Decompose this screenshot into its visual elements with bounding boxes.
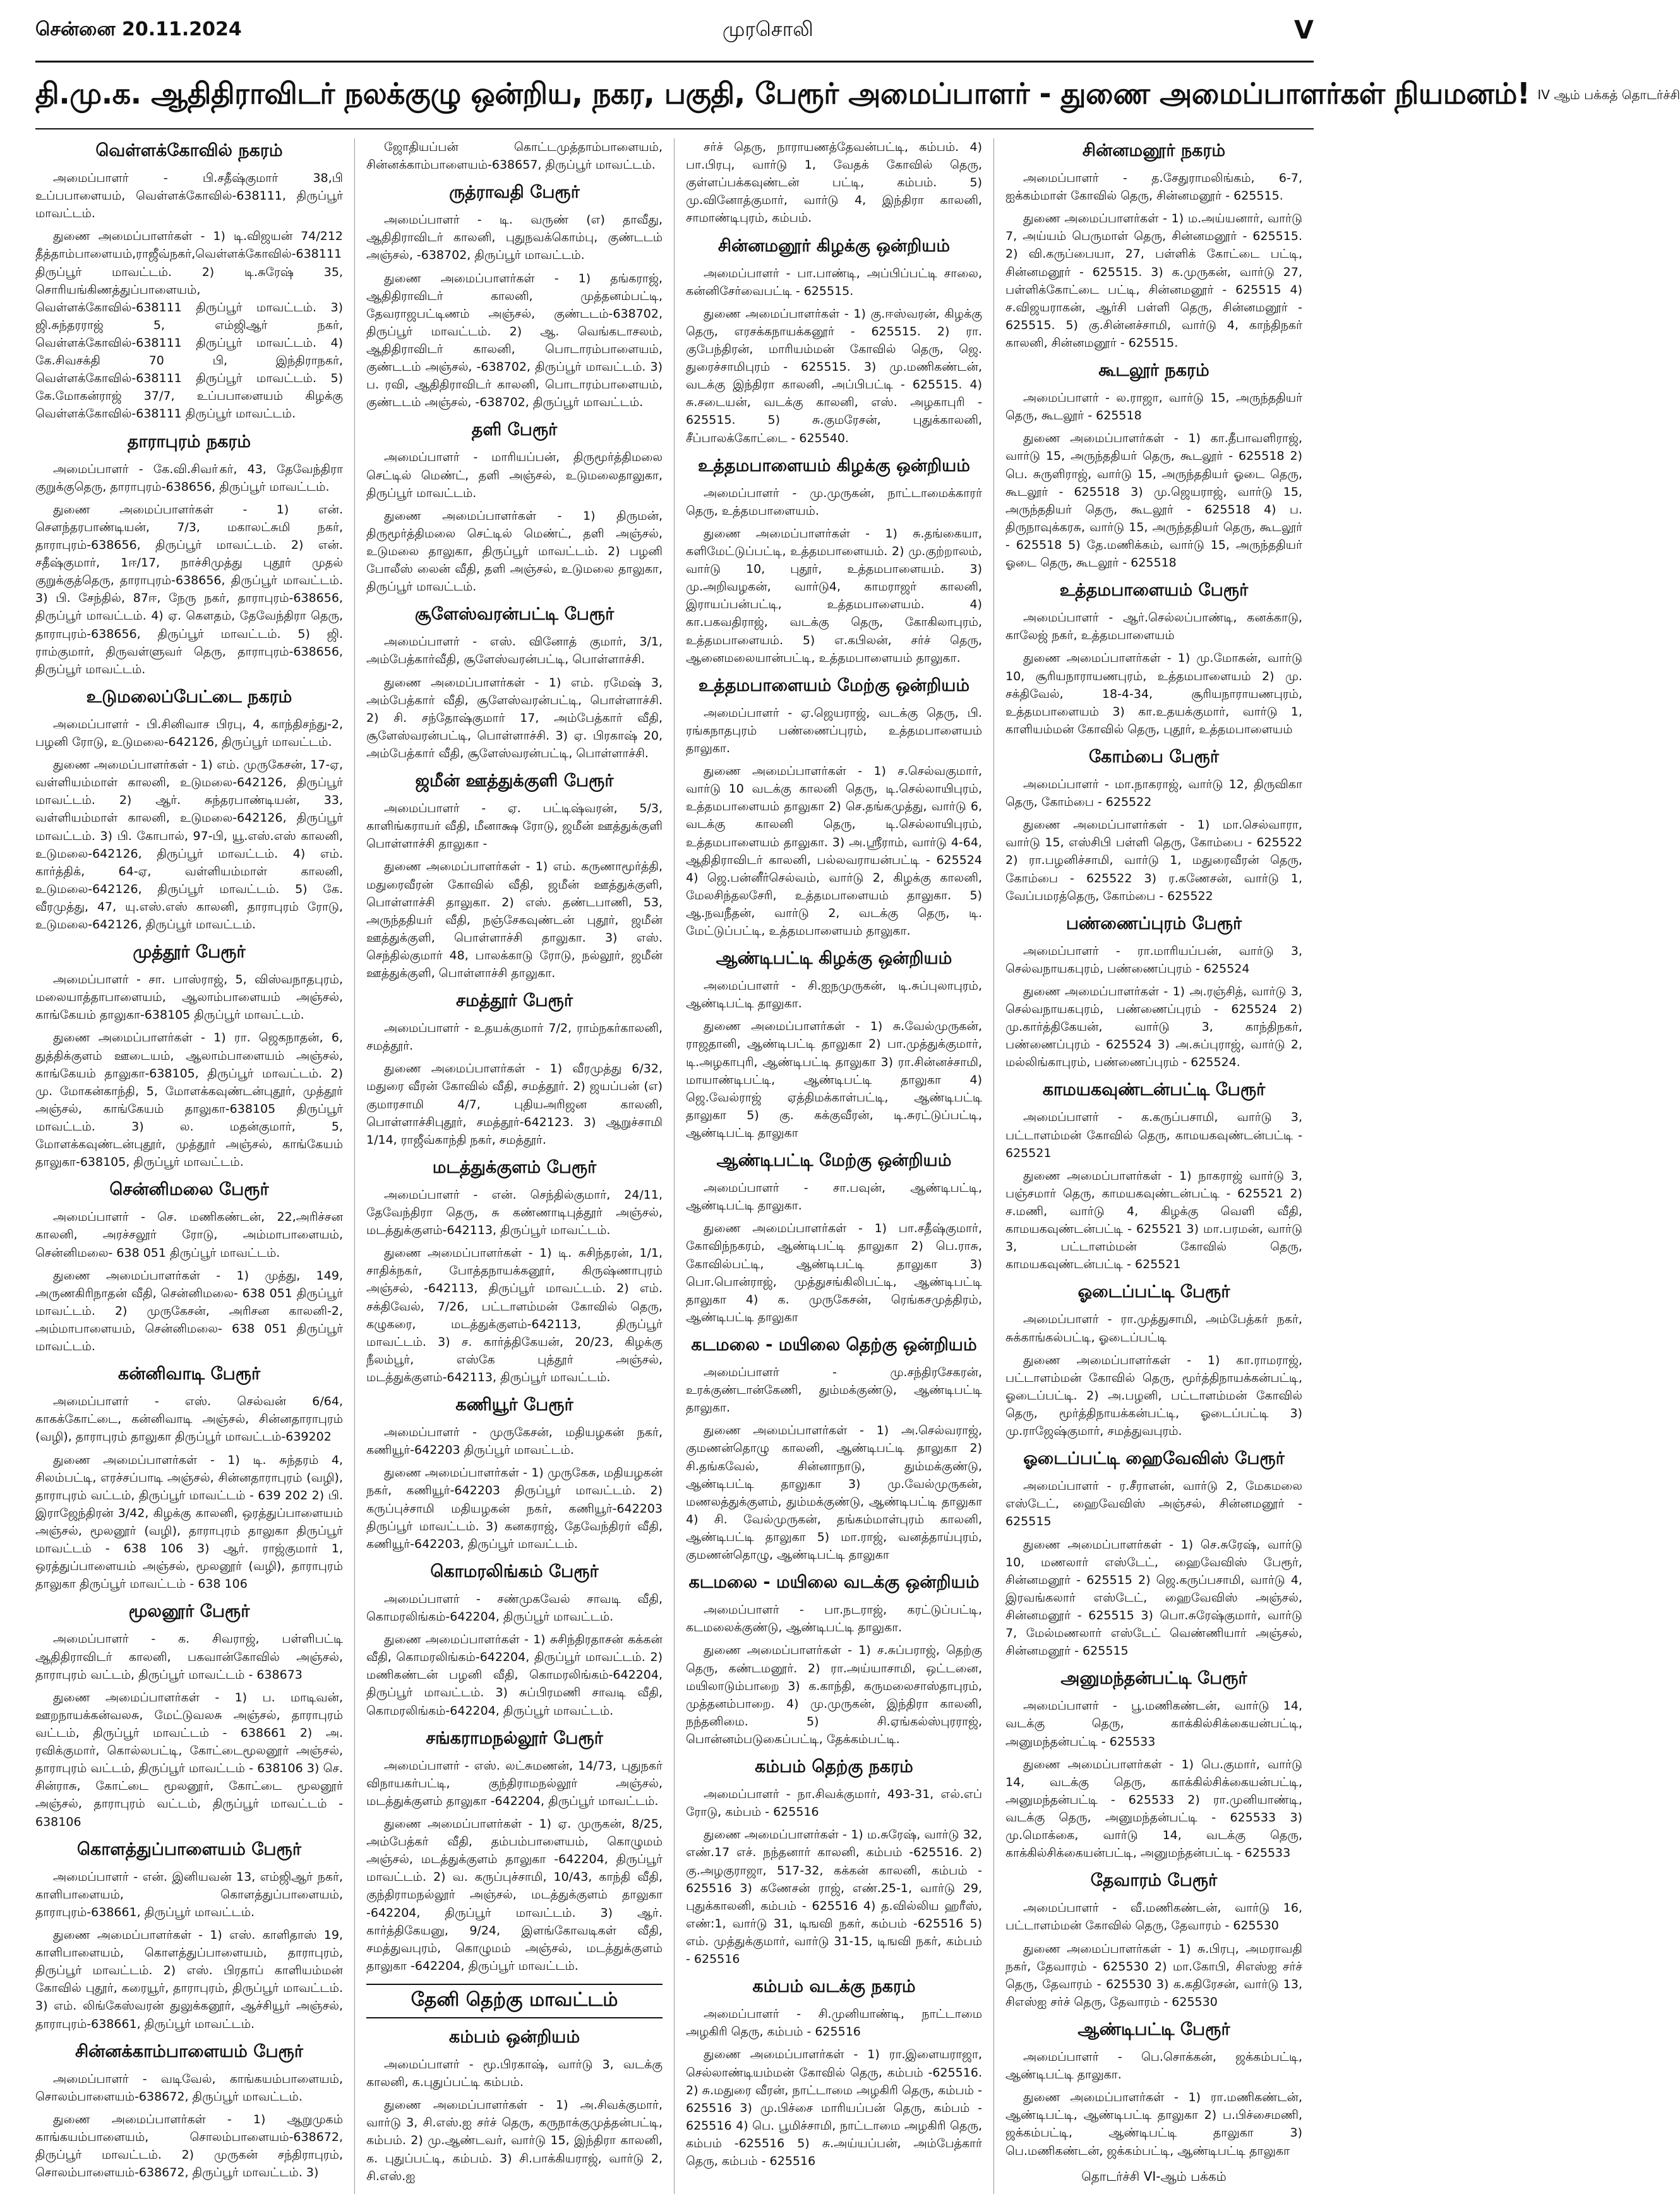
appointment-paragraph: அமைப்பாளர் - நா.சிவக்குமார், 493-31, எல்.எப் ரோடு, கம்பம் - 625516: [686, 1787, 982, 1819]
appointment-section: [1005, 580, 1302, 738]
appointment-paragraph: துணை அமைப்பாளர்கள் - 1) ம.சுரேஷ், வார்டு 32, எண்.17 எச். நந்தனார் காலனி, கம்பம் -625516. 2) கு.அழகுராஜா, 517-32, கக்கன் காலனி, கம்பம் - 625516 3) கணேசன் ராஜ், எண்.25-1, வார்டு 29, புதுக்காலனி, கம்பம் - 625516 4) த.வில்லிய ஹரீஸ், எண்:1, வார்டு 31, டிஙவி நகர், கம்பம் -625516 5) எம். முத்துக்குமார், வார்டு 31-15, டிஙவி நகர், கம்பம் - 625516: [686, 1828, 982, 1967]
appointment-paragraph: அமைப்பாளர் - என். செந்தில்குமார், 24/11, தேவேந்திரா தெரு, சு கண்ணாடிபுத்தூர் அஞ்சல், மடத்துக்குளம்-642113, திருப்பூர் மாவட்டம்.: [366, 1187, 663, 1238]
appointment-paragraph: துணை அமைப்பாளர்கள் - 1) முத்து, 149, அருணகிரிநாதன் வீதி, சென்னிமலை- 638 051 திருப்பூர் மாவட்டம். 2) முருகேசன், அரிசன காலனி-2, அம்மாபாளையம், சென்னிமலை- 638 051 திருப்பூர் மாவட்டம்.: [35, 1268, 343, 1354]
section-title: கம்பம் ஒன்றியம்: [448, 2027, 580, 2047]
section-title: தேவாரம் பேரூர்: [1090, 1871, 1218, 1891]
appointment-section: [366, 604, 663, 762]
article-column-4: [994, 138, 1314, 2194]
section-title: உடுமலைப்பேட்டை நகரம்: [86, 686, 292, 707]
appointment-paragraph: அமைப்பாளர் - மாரியப்பன், திருமூர்த்திமலை செட்டில் மெண்ட், தளி அஞ்சல், உடுமலைதாலுகா, திருப்பூர் மாவட்டம்.: [366, 450, 663, 500]
section-title: முத்தூர் பேரூர்: [133, 942, 246, 962]
newspaper-name: முரசொலி: [722, 17, 813, 41]
appointment-paragraph: அமைப்பாளர் - ல.ராஜா, வார்டு 15, அருந்ததியர் தெரு, கூடலூர் - 625518: [1005, 391, 1302, 423]
section-title: சென்னிமலை பேரூர்: [109, 1180, 269, 1200]
appointment-paragraph: துணை அமைப்பாளர்கள் - 1) எஸ். காளிதாஸ் 19, காளிபாளையம், கொளத்துப்பாளையம், தாராபுரம், திருப்பூர் மாவட்டம். 2) எஸ். பிரதாப் காளியம்மன் கோவில் புதூர், கரையூர், தாராபுரம், திருப்பூர் மாவட்டம். 3) எம். லிங்கேஸ்வரன் துலுக்கனூர், ஆச்சியூர் அஞ்சல், தாராபுரம்-638661, திருப்பூர் மாவட்டம்.: [35, 1927, 343, 2031]
appointment-paragraph: அமைப்பாளர் - எஸ். லட்சுமணன், 14/73, புதுநகர் விநாயகர்பட்டி, குந்திராமநல்லூர் அஞ்சல், மடத்துக்குளம் தாலுகா -642204, திருப்பூர் மாவட்டம்.: [366, 1758, 663, 1808]
appointment-paragraph: துணை அமைப்பாளர்கள் - 1) சு.வேல்முருகன், ராஜதானி, ஆண்டிபட்டி தாலுகா 2) பா.முத்துக்குமார், டி.அழகாபுரி, ஆண்டிபட்டி தாலுகா 3) ரா.சின்னச்சாமி, மாயாண்டிபட்டி, ஆண்டிபட்டி தாலுகா 4) ஜெ.வேல்ராஜ் ஏத்திமக்காள்பட்டி, ஆண்டிபட்டி தாலுகா 5) கு. கக்குவீரன், டி.சுரட்டுப்பட்டி, ஆண்டிபட்டி தாலுகா: [686, 1019, 982, 1141]
appointment-paragraph: அமைப்பாளர் - கே.வி.சிவா்கர், 43, தேவேந்திரா குறுக்குதெரு, தாராபுரம்-638656, திருப்பூர் மாவட்டம்.: [35, 462, 343, 494]
appointment-section: [366, 138, 663, 174]
appointment-paragraph: துணை அமைப்பாளர்கள் - 1) சுசிந்திரதாசன் கக்கன் வீதி, கொமரலிங்கம்-642204, திருப்பூர் மாவட்டம். 2) மணிகண்டன் பழனி வீதி, கொமரலிங்கம்-642204, திருப்பூர் மாவட்டம். 3) சுப்பிரமணி சாவடி வீதி, கொமரலிங்கம்-642204, திருப்பூர் மாவட்டம்.: [366, 1633, 663, 1718]
appointment-paragraph: துணை அமைப்பாளர்கள் - 1) எம். கருணாமூர்த்தி, மதுரைவீரன் கோவில் வீதி, ஜமீன் ஊத்துக்குளி, பொள்ளாச்சி தாலுகா. 2) எஸ். தண்டபாணி, 53, அருந்ததியர் வீதி, நஞ்சேகவுண்டன் புதூர், ஜமீன் ஊத்துக்குளி, பொள்ளாச்சி தாலுகா. 3) எஸ். செந்தில்குமார் 48, பாலக்காடு ரோடு, நல்லூர், ஜமீன் ஊத்துக்குளி, பொள்ளாச்சி தாலுகா.: [366, 860, 663, 981]
appointment-paragraph: துணை அமைப்பாளர்கள் - 1) அ.சிவக்குமார், வார்டு 3, சி.எஸ்.ஐ சர்ச் தெரு, கருநாக்குமுத்தன்பட்டி, கம்பம். 2) மு.ஆண்டவர், வார்டு 15, இந்திரா காலனி, க. புதுப்பட்டி, கம்பம். 3) சி.பாக்கியராஜ், வார்டு 2, சி.எஸ்.ஐ: [366, 2098, 663, 2183]
appointment-section: [686, 1977, 982, 2170]
headline-title: தி.மு.க. ஆதிதிராவிடர் நலக்குழு ஒன்றிய, நகர, பகுதி, பேரூர் அமைப்பாளர் - துணை அமைப்பாளர்கள் நியமனம்!: [35, 76, 1530, 111]
appointment-paragraph: துணை அமைப்பாளர்கள் - 1) அ.செல்வராஜ், குமணன்தொழு காலனி, ஆண்டிபட்டி தாலுகா 2) சி.தங்கவேல், சின்னாநாடு, தும்மக்குண்டு, ஆண்டிபட்டி தாலுகா 3) மு.வேல்முருகன், மணலத்துக்குளம், தும்மக்குண்டு, ஆண்டிபட்டி தாலுகா 4) சி. வேல்முருகன், தங்கம்மாள்புரம் காலனி, ஆண்டிபட்டி தாலுகா 5) மா.ராஜ், வனத்தாய்புரம், குமணன்தொழு, ஆண்டிபட்டி தாலுகா: [686, 1424, 982, 1562]
appointment-paragraph: துணை அமைப்பாளர்கள் - 1) ப. மாடிவன், ஊறநாயக்கன்வலசு, மேட்டுவலசு அஞ்சல், தாராபுரம் வட்டம், திருப்பூர் மாவட்டம் - 638661 2) அ. ரவிக்குமார், கொல்லபட்டி, கோட்டைமூலனூர் அஞ்சல், தாராபுரம் வட்டம், திருப்பூர் மாவட்டம் - 638106 3) செ. சின்ராசு, கோட்டை மூலனூர், கோட்டை மூலனூர் அஞ்சல், தாராபுரம் வட்டம், திருப்பூர் மாவட்டம் - 638106: [35, 1690, 343, 1829]
section-title: ஓடைப்பட்டி ஹைவேவிஸ் பேரூர்: [1023, 1449, 1285, 1469]
appointment-paragraph: அமைப்பாளர் - சா.பவுன், ஆண்டிபட்டி, ஆண்டிபட்டி தாலுகா.: [686, 1181, 982, 1213]
section-title: கம்பம் வடக்கு நகரம்: [752, 1977, 916, 1997]
appointment-paragraph: துணை அமைப்பாளர்கள் - 1) டி.விஜயன் 74/212 தீத்தாம்பாளையம்,ராஜீவ்நகர்,வெள்ளக்கோவில்-638111 திருப்பூர் மாவட்டம். 2) டி.சுரேஷ் 35, சொரியங்கிணத்துப்பாளையம், வெள்ளக்கோவில்-638111 திருப்பூர் மாவட்டம். 3) ஜி.சுந்தரராஜ் 5, எம்ஜிஆர் நகர், வெள்ளக்கோவில்-638111 திருப்பூர் மாவட்டம். 4) கே.சிவசக்தி 70 பி, இந்திராநகர், வெள்ளக்கோவில்-638111 திருப்பூர் மாவட்டம். 5) கே.மோகன்ராஜ் 37/7, உப்பபாளையம் கிழக்கு வெள்ளக்கோவில்-638111 திருப்பூர் மாவட்டம்.: [35, 229, 343, 421]
appointment-section: [35, 141, 343, 423]
appointment-section: [366, 1729, 663, 1975]
section-title: பண்ணைப்புரம் பேரூர்: [1065, 913, 1242, 933]
section-title: கடமலை - மயிலை தெற்கு ஒன்றியம்: [691, 1335, 977, 1355]
appointment-section: [686, 949, 982, 1142]
section-title: ஜமீன் ஊத்துக்குளி பேரூர்: [415, 771, 614, 791]
appointment-paragraph: துணை அமைப்பாளர்கள் - 1) ரா. ஜெகநாதன், 6, துத்திக்குளம் ஊடையம், ஆலாம்பாளையம் அஞ்சல், காங்கேயம் தாலுகா-638105, திருப்பூர் மாவட்டம். 2) மு. மோகன்காந்தி, 5, மோளக்கவுண்டன்புதூர், முத்தூர் அஞ்சல், காங்கேயம் தாலுகா-638105 திருப்பூர் மாவட்டம். 3) ல. மதன்குமார், 5, மோளக்கவுண்டன்புதூர், முத்தூர் அஞ்சல், காங்கேயம் தாலுகா-638105, திருப்பூர் மாவட்டம்.: [35, 1031, 343, 1170]
appointment-paragraph: துணை அமைப்பாளர்கள் - 1) வீரமுத்து 6/32, மதுரை வீரன் கோவில் வீதி, சமத்தூர். 2) ஜயப்பன் (எ) குமாரசாமி 4/7, புதியஅரிஜன காலனி, பொள்ளாச்சிபுதூர், சமத்தூர்-642123. 3) ஆறுச்சாமி 1/14, ராஜீவ்காந்தி நகர், சமத்தூர்.: [366, 1062, 663, 1147]
appointment-paragraph: துணை அமைப்பாளர்கள் - 1) மு.மோகன், வார்டு 10, சூரியநாராயணபுரம், உத்தமபாளையம் 2) மு. சக்திவேல், 18-4-34, சூரியநாராயணபுரம், உத்தமபாளையம் 3) கா.உதயக்குமார், வார்டு 1, காளியம்மன் கோவில் தெரு, புதூர், உத்தமபாளையம்: [1005, 651, 1302, 736]
appointment-paragraph: துணை அமைப்பாளர்கள் - 1) ரா.இளையராஜா, செல்லாண்டியம்மன் கோவில் தெரு, கம்பம் -625516. 2) சு.மதுரை வீரன், நாட்டாமை அழகிரி தெரு, கம்பம் - 625516 3) மு.பிச்சை மாரியப்பன் தெரு, கம்பம் - 625516 4) பெ. பூமிச்சாமி, நாட்டாமை அழகிரி தெரு, கம்பம் -625516 5) சு.அய்யப்பன், அம்பேத்கார் தெரு, கம்பம் - 625516: [686, 2047, 982, 2169]
article-columns: [35, 129, 1314, 2184]
appointment-paragraph: துணை அமைப்பாளர்கள் - 1) பெ.குமார், வார்டு 14, வடக்கு தெரு, காக்கில்சிக்கையன்பட்டி, அனுமந்தன்பட்டி - 625533 2) ரா.முனியாண்டி, வடக்கு தெரு, அனுமந்தன்பட்டி - 625533 3) மு.மொக்கை, வார்டு 14, வடக்கு தெரு, காக்கில்சிக்கையன்பட்டி, அனுமந்தன்பட்டி - 625533: [1005, 1757, 1302, 1861]
appointment-paragraph: துணை அமைப்பாளர்கள் - 1) சு.பிரபு, அமராவதி நகர், தேவாரம் - 625530 2) மா.கோபி, சிஎஸ்ஐ சர்ச் தெரு, தேவாரம் - 625530 3) க.கதிரேசன், வார்டு 13, சிஎஸ்ஐ சர்ச் தெரு, தேவாரம் - 625530: [1005, 1941, 1302, 2009]
appointment-section: [366, 183, 663, 411]
appointment-paragraph: துணை அமைப்பாளர்கள் - 1) கு.ஈஸ்வரன், கிழக்கு தெரு, எரசக்கநாயக்கனூர் - 625515. 2) ரா. குபேந்திரன், மாரியம்மன் கோவில் தெரு, ஜெ. துரைச்சாமிபுரம் - 625515. 3) மு.மணிகண்டன், வடக்கு இந்திரா காலனி, அப்பிபட்டி - 625515. 4) சு.சடையன், வடக்கு காலனி, எஸ். அழகாபுரி - 625515. 5) சு.குமரேசன், புதுக்காலனி, சீப்பாலக்கோட்டை - 625540.: [686, 306, 982, 445]
appointment-section: [366, 1158, 663, 1386]
appointment-paragraph: அமைப்பாளர் - வீ.மணிகண்டன், வார்டு 16, பட்டாளம்மன் கோவில் தெரு, தேவாரம் - 625530: [1005, 1901, 1302, 1933]
appointment-section: [35, 432, 343, 678]
section-title: கோம்பை பேரூர்: [1089, 746, 1219, 767]
appointment-paragraph: அமைப்பாளர் - செ. மணிகண்டன், 22,அரிச்சன காலனி, அரச்சலூர் ரோடு, அம்மாபாளையம், சென்னிமலை- 638 051 திருப்பூர் மாவட்டம்.: [35, 1210, 343, 1260]
appointment-paragraph: அமைப்பாளர் - முருகேசன், மதியழகன் நகர், கணியூர்-642203 திருப்பூர் மாவட்டம்.: [366, 1425, 663, 1458]
appointment-section: [686, 1757, 982, 1968]
appointment-section: [686, 1573, 982, 1748]
appointment-section: [1005, 141, 1302, 352]
appointment-paragraph: அமைப்பாளர் - ஆர்.செல்லப்பாண்டி, கனக்காடு, காலேஜ் நகர், உத்தமபாளையம்: [1005, 611, 1302, 643]
section-title: ஆண்டிபட்டி கிழக்கு ஒன்றியம்: [716, 949, 952, 969]
section-title: ருத்ராவதி பேரூர்: [449, 183, 580, 203]
appointment-paragraph: துணை அமைப்பாளர்கள் - 1) என். சௌந்தரபாண்டியன், 7/3, மகாலட்சுமி நகர், தாராபுரம்-638656, திருப்பூர் மாவட்டம். 2) என். சதீஷ்குமார், 1ஈ/17, நாச்சிமுத்து புதூர் முதல் குறுக்குத்தெரு, தாராபுரம்-638656, திருப்பூர் மாவட்டம். 3) பி. சேந்தில், 87ஈ, நேரு நகர், தாராபுரம்-638656, திருப்பூர் மாவட்டம். 4) ஏ. கௌதம், தேவேந்திரா தெரு, தாராபுரம்-638656, திருப்பூர் மாவட்டம். 5) ஜி. ராம்குமார், திருவள்ளுவர் தெரு, தாராபுரம்-638656, திருப்பூர் மாவட்டம்.: [35, 502, 343, 676]
appointment-paragraph: துணை அமைப்பாளர்கள் - 1) அ.ரஞ்சித், வார்டு 3, செல்வநாயகபுரம், பண்ணைப்புரம் - 625524 2) மு.கார்த்திகேயன், வார்டு 3, காந்திநகர், பண்ணைப்புரம் - 625524 3) அ.சுப்புராஜ், வார்டு 2, மல்லிங்காபுரம், பண்ணைப்புரம் - 625524.: [1005, 984, 1302, 1070]
appointment-section: [366, 420, 663, 596]
appointment-paragraph: அமைப்பாளர் - ஏ.ஜெயராஜ், வடக்கு தெரு, பி. ரங்கநாதபுரம் பண்ணைப்புரம், உத்தமபாளையம் தாலுகா.: [686, 705, 982, 755]
section-title: கூடலூர் நகரம்: [1098, 361, 1209, 381]
appointment-section: [35, 2042, 343, 2182]
appointment-paragraph: அமைப்பாளர் - மு.சந்திரசேகரன், உரக்குண்டான்கேணி, தும்மக்குண்டு, ஆண்டிபட்டி தாலுகா.: [686, 1365, 982, 1415]
appointment-paragraph: அமைப்பாளர் - த.சேதுராமலிங்கம், 6-7, ஐக்கம்மாள் கோவில் தெரு, சின்னமனூர் - 625515.: [1005, 171, 1302, 203]
section-title: தளி பேரூர்: [471, 420, 558, 440]
appointment-paragraph: அமைப்பாளர் - பெ.சொக்கன், ஜக்கம்பட்டி, ஆண்டிபட்டி தாலுகா.: [1005, 2049, 1302, 2082]
appointment-section: [1005, 914, 1302, 1072]
appointment-paragraph: அமைப்பாளர் - மா.நாகராஜ், வார்டு 12, திருவிகா தெரு, கோம்பை - 625522: [1005, 777, 1302, 810]
appointment-section: [1005, 2020, 1302, 2160]
section-title: கன்னிவாடி பேரூர்: [117, 1364, 261, 1384]
appointment-section: [35, 687, 343, 933]
appointment-paragraph: துணை அமைப்பாளர்கள் - 1) ஆறுமுகம் காங்கயம்பாளையம், சொலம்பாளையம்-638672, திருப்பூர் மாவட்டம். 2) முருகன் சந்திராபுரம், சொலம்பாளையம்-638672, திருப்பூர் மாவட்டம். 3): [35, 2112, 343, 2180]
section-title: காமயகவுண்டன்பட்டி பேரூர்: [1042, 1080, 1266, 1100]
appointment-section: [35, 1180, 343, 1355]
section-title: கொமரலிங்கம் பேரூர்: [430, 1561, 599, 1581]
appointment-section: [1005, 1669, 1302, 1862]
appointment-paragraph: துணை அமைப்பாளர்கள் - 1) செ.சுரேஷ், வார்டு 10, மணலார் எஸ்டேட், ஹைவேவிஸ் பேரூர், சின்னமனூர் - 625515 2) ஜெ.கருப்பசாமி, வார்டு 4, இரவங்கலார் எஸ்டேட், ஹைவேவிஸ் அஞ்சல், சின்னமனூர் - 625515 3) பொ.சுரேஷ்குமார், வார்டு 7, மேல்மணலார் எஸ்டேட் வெண்ணியார் அஞ்சல், சின்னமனூர் - 625515: [1005, 1537, 1302, 1658]
appointment-section: [686, 1335, 982, 1564]
appointment-paragraph: துணை அமைப்பாளர்கள் - 1) சு.தங்கையா, களிமேட்டுப்பட்டி, உத்தமபாளையம். 2) மு.குற்றாலம், வார்டு 10, புதூர், உத்தமபாளையம். 3) மு.அறிவழகன், வார்டு4, காமராஜர் காலனி, இராயப்பன்பட்டி, உத்தமபாளையம். 4) கா.பகவதிராஜ், வடக்கு தெரு, கோகிலாபுரம், உத்தமபாளையம். 5) எ.கபிலன், சர்ச் தெரு, ஆனைமலையான்பட்டி, உத்தமபாளையம் தாலுகா.: [686, 526, 982, 665]
appointment-paragraph: அமைப்பாளர் - பி.சதீஷ்குமார் 38,பி உப்பபாளையம், வெள்ளக்கோவில்-638111, திருப்பூர் மாவட்டம்.: [35, 171, 343, 221]
appointment-section: [686, 676, 982, 940]
section-title: ஓடைப்பட்டி பேரூர்: [1077, 1282, 1230, 1302]
appointment-paragraph: அமைப்பாளர் - உதயக்குமார் 7/2, ராம்நகர்காலனி, சமத்தூர்.: [366, 1021, 663, 1053]
page-number: V: [1294, 16, 1314, 45]
appointment-section: [1005, 361, 1302, 572]
appointment-paragraph: அமைப்பாளர் - ர.சீராளன், வார்டு 2, மேகமலை எஸ்டேட், ஹைவேவிஸ் அஞ்சல், சின்னமனூர் - 625515: [1005, 1479, 1302, 1529]
article-column-2: [355, 138, 675, 2194]
appointment-section: [35, 942, 343, 1171]
section-title: உத்தமபாளையம் பேரூர்: [1059, 580, 1249, 601]
continued-on-note: தொடர்ச்சி VI-ஆம் பக்கம்: [1081, 2168, 1227, 2184]
section-title: உத்தமபாளையம் மேற்கு ஒன்றியம்: [698, 675, 970, 695]
appointment-section: [686, 1151, 982, 1326]
appointment-paragraph: அமைப்பாளர் - எஸ். வினோத் குமார், 3/1, அம்பேத்கார்வீதி, சூளேஸ்வரன்பட்டி, பொள்ளாச்சி.: [366, 635, 663, 667]
section-title: சூளேஸ்வரன்பட்டி பேரூர்: [414, 604, 615, 625]
appointment-paragraph: அமைப்பாளர் - வடிவேல், காங்கயம்பாளையம், சொலம்பாளையம்-638672, திருப்பூர் மாவட்டம்.: [35, 2071, 343, 2104]
appointment-paragraph: துணை அமைப்பாளர்கள் - 1) பா.சதீஷ்குமார், கோவிந்நகரம், ஆண்டிபட்டி தாலுகா 2) பெ.ராசு, கோவில்பட்டி, ஆண்டிபட்டி தாலுகா 3) பொ.பொன்ராஜ், முத்துசங்கிலிபட்டி, ஆண்டிபட்டி தாலுகா 4) க. முருகேசன், ரெங்கசமுத்திரம், ஆண்டிபட்டி தாலுகா: [686, 1221, 982, 1324]
appointment-section: [686, 236, 982, 447]
headline-bar: [35, 63, 1680, 129]
appointment-paragraph: துணை அமைப்பாளர்கள் - 1) ச.செல்வகுமார், வார்டு 10 வடக்கு காலனி தெரு, டி.செல்லாயிபுரம், உத்தமபாளையம் தாலுகா 2) செ.தங்கமுத்து, வார்டு 6, வடக்கு காலனி தெரு, டி.செல்லாயிபுரம், உத்தமபாளையம் தாலுகா. 3) அ.ஸ்ரீராம், வார்டு 4-64, ஆதிதிராவிடர் காலனி, பல்லவராயன்பட்டி - 625524 4) ஜெ.பன்னீர்செல்வம், வார்டு 2, கிழக்கு காலனி, மேலசிந்தலசேரி, உத்தமபாளையம் தாலுகா. 5) ஆ.நவநீதன், வார்டு 2, வடக்கு தெரு, டி. மேட்டுப்பட்டி, உத்தமபாளையம் தாலுகா.: [686, 764, 982, 938]
appointment-paragraph: அமைப்பாளர் - எஸ். செல்வன் 6/64, காகக்கோட்டை, கன்னிவாடி அஞ்சல், சின்னதாராபுரம் (வழி), தாராபுரம் தாலுகா திருப்பூர் மாவட்டம்-639202: [35, 1394, 343, 1444]
appointment-section: [1005, 1080, 1302, 1273]
appointment-paragraph: அமைப்பாளர் - மூ.பிரகாஷ், வார்டு 3, வடக்கு காலனி, க.புதுப்பட்டி கம்பம்.: [366, 2057, 663, 2090]
appointment-paragraph: அமைப்பாளர் - பி.சினிவாச பிரபு, 4, காந்திசந்து-2, பழனி ரோடு, உடுமலை-642126, திருப்பூர் மாவட்டம்.: [35, 717, 343, 749]
appointment-paragraph: அமைப்பாளர் - க. சிவராஜ், பள்ளிபட்டி ஆதிதிராவிடர் காலனி, பகவான்கோவில் அஞ்சல், தாராபுரம் வட்டம், திருப்பூர் மாவட்டம் - 638673: [35, 1632, 343, 1682]
appointment-paragraph: துணை அமைப்பாளர்கள் - 1) கா.தீபாவளிராஜ், வார்டு 15, அருந்ததியர் தெரு, கூடலூர் - 625518 2) பெ. சுருளிராஜ், வார்டு 15, அருந்ததியர் ஓடை தெரு, கூடலூர் - 625518 3) மு.ஜெயராஜ், வார்டு 15, அருந்ததியர் தெரு, கூடலூர் - 625518 4) ப. திருநாவுக்கரசு, வார்டு 15, அருந்ததியர் தெரு, கூடலூர் - 625518 5) தே.மணிக்கம், வார்டு 15, அருந்ததியர் ஓடை தெரு, கூடலூர் - 625518: [1005, 431, 1302, 570]
appointment-paragraph: துணை அமைப்பாளர்கள் - 1) ரா.மணிகண்டன், ஆண்டிபட்டி, ஆண்டிபட்டி தாலுகா 2) ப.பிச்சைமணி, ஜக்கம்பட்டி, ஆண்டிபட்டி தாலுகா 3) பெ.மணிகண்டன், ஜக்கம்பட்டி, ஆண்டிபட்டி தாலுகா: [1005, 2090, 1302, 2158]
appointment-paragraph: துணை அமைப்பாளர்கள் - 1) மா.செல்வாரா, வார்டு 15, எஸ்சிபி பள்ளி தெரு, கோம்பை - 625522 2) ரா.பழனிச்சாமி, வார்டு 1, மதுரைவீரன் தெரு, கோம்பை - 625522 3) ர.கணேசன், வார்டு 1, வேப்பமரத்தெரு, கோம்பை - 625522: [1005, 818, 1302, 903]
appointment-section: [1005, 1871, 1302, 2011]
section-title: ஆண்டிபட்டி மேற்கு ஒன்றியம்: [716, 1151, 952, 1171]
appointment-paragraph: அமைப்பாளர் - சண்முகவேல் சாவடி வீதி, கொமரலிங்கம்-642204, திருப்பூர் மாவட்டம்.: [366, 1592, 663, 1624]
section-title: சின்னமனூர் நகரம்: [1082, 141, 1226, 160]
appointment-paragraph: அமைப்பாளர் - பா.நடராஜ், கரட்டுப்பட்டி, கடமலைக்குண்டு, ஆண்டிபட்டி தாலுகா.: [686, 1603, 982, 1635]
appointment-paragraph: அமைப்பாளர் - க.கருப்பசாமி, வார்டு 3, பட்டாளம்மன் கோவில் தெரு, காமயகவுண்டன்பட்டி - 625521: [1005, 1110, 1302, 1160]
appointment-section: [1005, 1282, 1302, 1440]
appointment-section: [366, 991, 663, 1149]
appointment-paragraph: துணை அமைப்பாளர்கள் - 1) எம். முருகேசன், 17-ஏ, வள்ளியம்மாள் காலனி, உடுமலை-642126, திருப்பூர் மாவட்டம். 2) ஆர். சுந்தரபாண்டியன், 33, வள்ளியம்மாள் காலனி, உடுமலை-642126, திருப்பூர் மாவட்டம். 3) பி. கோபால், 97-பி, யூ.எஸ்.எஸ் காலனி, உடுமலை-642126, திருப்பூர் மாவட்டம். 4) எம். கார்த்திக், 64-ஏ, வள்ளியம்மாள் காலனி, உடுமலை-642126, திருப்பூர் மாவட்டம். 5) கே. வீரமுத்து, 47, யு.எஸ்.எஸ் காலனி, தாராபுரம் ரோடு, உடுமலை-642126, திருப்பூர் மாவட்டம்.: [35, 758, 343, 932]
section-title: சின்னமனூர் கிழக்கு ஒன்றியம்: [717, 236, 951, 256]
continued-from-note: IV ஆம் பக்கத் தொடர்ச்சி: [1537, 87, 1680, 102]
appointment-paragraph: அமைப்பாளர் - பா.பாண்டி, அப்பிப்பட்டி சாலை, கன்னிசேர்வைபட்டி - 625515.: [686, 266, 982, 298]
section-title: சமத்தூர் பேரூர்: [456, 991, 573, 1011]
district-heading: தேனி தெற்கு மாவட்டம்: [366, 1984, 663, 2018]
appointment-paragraph: அமைப்பாளர் - ஏ. பட்டிஷ்வரன், 5/3, காளிங்கராயர் வீதி, மீனாக்ஷ ரோடு, ஜமீன் ஊத்துக்குளி பொள்ளாச்சி தாலுகா -: [366, 801, 663, 851]
appointment-section: [366, 2027, 663, 2185]
appointment-paragraph: அமைப்பாளர் - ரா.முத்துசாமி, அம்பேத்கர் நகர், சுக்காங்கல்பட்டி, ஓடைப்பட்டி: [1005, 1312, 1302, 1345]
section-title: உத்தமபாளையம் கிழக்கு ஒன்றியம்: [697, 455, 971, 476]
appointment-paragraph: துணை அமைப்பாளர்கள் - 1) ம.அய்யனார், வார்டு 7, அய்யம் பெருமாள் தெரு, சின்னமனூர் - 625515. 2) வி.கருப்பையா, 27, பள்ளிக் கோட்டை பட்டி, சின்னமனூர் - 625515. 3) க.முருகன், வார்டு 27, பள்ளிக்கோட்டை பட்டி, சின்னமனூர் - 625515 4) ச.விஜயராகன், ஆர்சி பள்ளி தெரு, சின்னமனூர் - 625515. 5) கு.சின்னச்சாமி, வார்டு 4, காந்திநகர் காலனி, சின்னமனூர் - 625515.: [1005, 212, 1302, 350]
appointment-section: [366, 1395, 663, 1553]
appointment-paragraph: அமைப்பாளர் - சி.ஐநமுருகன், டி.சுப்புலாபுரம், ஆண்டிபட்டி தாலுகா.: [686, 979, 982, 1011]
section-title: சின்னக்காம்பாளையம் பேரூர்: [75, 2041, 303, 2061]
appointment-paragraph: அமைப்பாளர் - பூ.மணிகண்டன், வார்டு 14, வடக்கு தெரு, காக்கில்சிக்கையன்பட்டி, அனுமந்தன்பட்டி - 625533: [1005, 1699, 1302, 1749]
appointment-paragraph: துணை அமைப்பாளர்கள் - 1) நாகராஜ் வார்டு 3, பஞ்சமார் தெரு, காமயகவுண்டன்பட்டி - 625521 2) ச.மணி, வார்டு 4, கிழக்கு வெளி வீதி, காமயகவுண்டன்பட்டி - 625521 3) மா.பரமன், வார்டு 3, பட்டாளம்மன் கோவில் தெரு, காமயகவுண்டன்பட்டி - 625521: [1005, 1168, 1302, 1272]
appointment-paragraph: துணை அமைப்பாளர்கள் - 1) எம். ரமேஷ் 3, அம்பேத்கார் வீதி, சூளேஸ்வரன்பட்டி, பொள்ளாச்சி. 2) சி. சந்தோஷ்குமார் 17, அம்பேத்கார் வீதி, சூளேஸ்வரன்பட்டி, பொள்ளாச்சி. 3) ஏ. பிரகாஷ் 20, அம்பேத்கார் வீதி, சூளேஸ்வரன்பட்டி, பொள்ளாச்சி.: [366, 675, 663, 760]
appointment-section: [35, 1364, 343, 1593]
section-title: வெள்ளக்கோவில் நகரம்: [95, 141, 283, 160]
appointment-paragraph: துணை அமைப்பாளர்கள் - 1) தங்கராஜ், ஆதிதிராவிடர் காலனி, முத்தனம்பட்டி, தேவராஜபட்டிணம் அஞ்சல், குண்டடம்-638702, திருப்பூர் மாவட்டம். 2) ஆ. வெங்கடாசலம், ஆதிதிராவிடர் காலனி, பொடாரம்பாளையம், குண்டடம் அஞ்சல், -638702, திருப்பூர் மாவட்டம். 3) ப. ரவி, ஆதிதிராவிடர் காலனி, பொடாரம்பாளையம், குண்டடம் அஞ்சல், -638702, திருப்பூர் மாவட்டம்.: [366, 271, 663, 410]
article-column-1: [35, 138, 355, 2194]
appointment-paragraph: அமைப்பாளர் - சா. பாஸ்ராஜ், 5, விஸ்வநாதபுரம், மலையாத்தாபாளையம், ஆலாம்பாளையம் அஞ்சல், காங்கேயம் தாலுகா-638105 திருப்பூர் மாவட்டம்.: [35, 973, 343, 1022]
appointment-paragraph: துணை அமைப்பாளர்கள் - 1) ஏ. முருகன், 8/25, அம்பேத்கர் வீதி, தம்பம்பாளையம், கொழுமம் அஞ்சல், மடத்துக்குளம் தாலுகா -642204, திருப்பூர் மாவட்டம். 2) வ. கருப்புச்சாமி, 10/43, காந்தி வீதி, குந்திராமநல்லூர் அஞ்சல், மடத்துக்குளம் தாலுகா -642204, திருப்பூர் மாவட்டம். 3) ஆர். கார்த்திகேயனு, 9/24, இளங்கோவடிகள் வீதி, சமத்துவபுரம், கொழுமம் அஞ்சல், மடத்துக்குளம் தாலுகா -642204, திருப்பூர் மாவட்டம்.: [366, 1816, 663, 1973]
appointment-paragraph: துணை அமைப்பாளர்கள் - 1) ச.சுப்பராஜ், தெற்கு தெரு, கண்டமனூர். 2) ரா.அய்யாசாமி, ஒட்டனை, மயிலாடும்பாறை 3) க.காந்தி, கருமலைசாஸ்தாபுரம், முத்தனம்பாறை. 4) மு.முருகன், இந்திரா காலனி, நந்தனிமை. 5) சி.ஏங்கல்ஸ்புரராஜ், பொன்னம்படுகைப்பட்டி, தேக்கம்பட்டி.: [686, 1643, 982, 1746]
section-title: அனுமந்தன்பட்டி பேரூர்: [1060, 1669, 1247, 1689]
appointment-section: [1005, 1449, 1302, 1660]
section-title: தாராபுரம் நகரம்: [127, 431, 251, 452]
section-title: மடத்துக்குளம் பேரூர்: [432, 1157, 597, 1177]
section-title: கணியூர் பேரூர்: [455, 1395, 573, 1415]
appointment-paragraph: ஜோதியப்பன் கொட்டமுத்தாம்பாளையம், சின்னக்காம்பாளையம்-638657, திருப்பூர் மாவட்டம்.: [366, 140, 663, 172]
section-title: ஆண்டிபட்டி பேரூர்: [1077, 2019, 1230, 2039]
appointment-section: [35, 1840, 343, 2033]
appointment-paragraph: துணை அமைப்பாளர்கள் - 1) கா.ராமராஜ், பட்டாளம்மன் கோவில் தெரு, மூர்த்திநாயக்கன்பட்டி, ஓடைப்பட்டி. 2) அ.பழனி, பட்டாளம்மன் கோவில் தெரு, மூர்த்திநாயக்கன்பட்டி, ஓடைப்பட்டி 3) மு.ராஜேஷ்குமார், சமத்துவபுரம்.: [1005, 1353, 1302, 1439]
page-header: [35, 0, 1314, 63]
appointment-paragraph: துணை அமைப்பாளர்கள் - 1) டி. சுசிந்தரன், 1/1, சாதிக்நகர், போத்தநாயக்கனூர், கிருஷ்ணாபுரம் அஞ்சல், -642113, திருப்பூர் மாவட்டம். 2) எம். சக்திவேல், 7/26, பட்டாளம்மன் கோவில் தெரு, கழுகரை, மடத்துக்குளம்-642113, திருப்பூர் மாவட்டம். 3) ச. கார்த்திகேயன், 20/23, கிழக்கு நீலம்பூர், எஸ்கே புத்தூர் அஞ்சல், மடத்துக்குளம்-642113, திருப்பூர் மாவட்டம்.: [366, 1246, 663, 1385]
appointment-paragraph: சர்ச் தெரு, நாராயணத்தேவன்பட்டி, கம்பம். 4) பா.பிரபு, வார்டு 1, வேதக் கோவில் தெரு, குள்ளப்பக்கவுண்டன் பட்டி, கம்பம். 5) மு.வினோத்குமார், வார்டு 4, இந்திரா காலனி, சாமாண்டிபுரம், கம்பம்.: [686, 140, 982, 225]
appointment-paragraph: துணை அமைப்பாளர்கள் - 1) திருமன், திருமூர்த்திமலை செட்டில் மெண்ட், தளி அஞ்சல், உடுமலை தாலுகா, திருப்பூர் மாவட்டம். 2) பழனி போலீஸ் லைன் வீதி, தளி அஞ்சல், உடுமலை தாலுகா, திருப்பூர் மாவட்டம்.: [366, 508, 663, 594]
appointment-paragraph: அமைப்பாளர் - ரா.மாரியப்பன், வார்டு 3, செல்வநாயகபுரம், பண்ணைப்புரம் - 625524: [1005, 944, 1302, 976]
appointment-paragraph: அமைப்பாளர் - சி.முனியாண்டி, நாட்டாமை அழகிரி தெரு, கம்பம் - 625516: [686, 2007, 982, 2039]
section-title: மூலனூர் பேரூர்: [128, 1602, 250, 1622]
appointment-paragraph: அமைப்பாளர் - மு.முருகன், நாட்டாமைக்காரர் தெரு, உத்தமபாளையம்.: [686, 486, 982, 518]
appointment-section: [686, 456, 982, 667]
section-title: கம்பம் தெற்கு நகரம்: [755, 1757, 913, 1777]
appointment-section: [1005, 747, 1302, 905]
page-date: சென்னை 20.11.2024: [35, 18, 242, 40]
appointment-paragraph: அமைப்பாளர் - டி. வருண் (எ) தாவீது, ஆதிதிராவிடர் காலனி, புதுநவக்கொம்பு, குண்டடம் அஞ்சல், -638702, திருப்பூர் மாவட்டம்.: [366, 213, 663, 263]
appointment-section: [686, 138, 982, 227]
section-title: கடமலை - மயிலை வடக்கு ஒன்றியம்: [688, 1573, 980, 1593]
appointment-section: [366, 771, 663, 982]
section-title: கொளத்துப்பாளையம் பேரூர்: [77, 1839, 301, 1859]
article-column-3: [675, 138, 994, 2194]
appointment-section: [366, 1562, 663, 1720]
appointment-section: [35, 1602, 343, 1830]
section-title: சங்கராமநல்லூர் பேரூர்: [426, 1728, 603, 1748]
appointment-paragraph: அமைப்பாளர் - என். இனியவன் 13, எம்ஜிஆர் நகர், காளிபாளையம், கொளத்துப்பாளையம், தாராபுரம்-638661, திருப்பூர் மாவட்டம்.: [35, 1869, 343, 1919]
appointment-paragraph: துணை அமைப்பாளர்கள் - 1) டி. சுந்தரம் 4, சிலம்பட்டி, எரச்சப்பாடி அஞ்சல், சின்னதாராபுரம் (வழி), தாராபுரம் வட்டம், திருப்பூர் மாவட்டம் - 639 202 2) பி. இராஜேந்திரன் 3/42, கிழக்கு காலனி, ஒரத்துப்பாளையம் அஞ்சல், மூலனூர் (வழி), தாராபுரம் தாலுகா திருப்பூர் மாவட்டம் - 638 106 3) ஆர். ராஜ்குமார் 1, ஒரத்துப்பாளையம் அஞ்சல், மூலனூர் (வழி), தாராபுரம் தாலுகா திருப்பூர் மாவட்டம் - 638 106: [35, 1453, 343, 1592]
appointment-paragraph: துணை அமைப்பாளர்கள் - 1) முருகேசு, மதியழகன் நகர், கணியூர்-642203 திருப்பூர் மாவட்டம். 2) கருப்புச்சாமி மதியழகன் நகர், கணியூர்-642203 திருப்பூர் மாவட்டம். 3) கனகராஜ், தேவேந்திரர் வீதி, கணியூர்-642203, திருப்பூர் மாவட்டம்.: [366, 1466, 663, 1551]
